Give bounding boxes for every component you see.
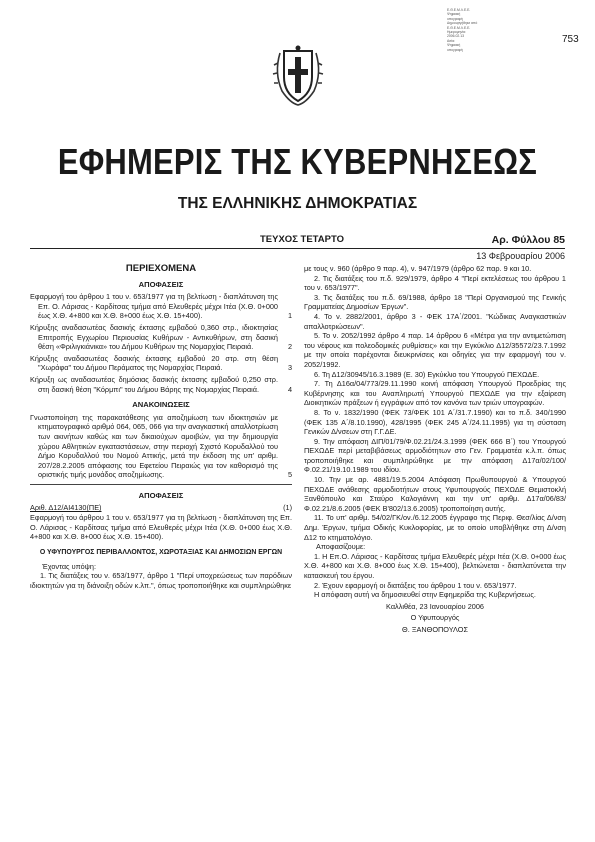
digital-signature-stamp: [447, 8, 509, 52]
toc-entry-text: Κήρυξη ως αναδασωτέας δημόσιας δασικής έκτασης εμβαδού 0,250 στρ. στη δασική θέση "Κόρμπι" του Δήμου Βάρης της Νομαρχίας Πειραιά.: [30, 374, 278, 394]
decision-paragraph: 5. Το ν. 2052/1992 άρθρο 4 παρ. 14 άρθρου 6 «Μέτρα για την αντιμετώπιση του νέφους και πολεοδομικές ρυθμίσεις» και την Εγκύκλιο Δ12/35572/23.7.1992 με την οποία παρέχονται διευκρινίσεις και οδηγίες για την εφαρμογή του ν. 2052/1992.: [304, 331, 566, 369]
sheet-number-value: 85: [553, 234, 565, 246]
page-number: 753: [562, 34, 579, 45]
stamp-line: Αιτία:: [447, 38, 456, 43]
toc-decisions-heading: ΑΠΟΦΑΣΕΙΣ: [138, 279, 184, 289]
stamp-line: Ε.Θ.Ε.Μ.Λ.Ε.Ε.: [447, 25, 471, 30]
stamp-line: Ε.Θ.Ε.Μ.Λ.Ε.Ε.: [447, 8, 471, 12]
toc-entry-page: 5: [287, 470, 292, 480]
decision-paragraph: 9. Την απόφαση ΔΙΠ/01/79/Φ.02.21/24.3.1999 (ΦΕΚ 666 Β΄) του Υπουργού ΠΕΧΩΔΕ περί μεταβιβάσεως αρμοδιότητων στο Γεν. Γραμματέα κ.λ.π. όπως τροποποιήθηκε και συμπληρώθηκε με την απόφαση Δ17α/02/100/Φ.02.21/19.10.1989 του ιδίου.: [304, 436, 566, 475]
decision-reference: Αριθ. Δ12/ΑΙ4130(ΠΕ): [30, 503, 102, 513]
decision-reference-row: [30, 503, 292, 513]
sheet-label: Αρ. Φύλλου: [491, 234, 551, 246]
decision-paragraph: 1. Τις διατάξεις του ν. 653/1977, άρθρο 1 "Περί υποχρεώσεως των παρόδιων ιδιοκτητών για τη διάνοιξη οδών κ.λπ.", όπως τροποποιήθηκε και συμπληρώθηκε: [30, 571, 292, 590]
decision-paragraph: 7. Τη Δ16α/04/773/29.11.1990 κοινή απόφαση Υπουργού Προεδρίας της Κυβέρνησης και του Αναπληρωτή Υπουργού ΠΕΧΩΔΕ για την εξαίρεση Διοικητικών πράξεων ή εγγράφων από τον κανόνα των τριών υπογραφών.: [304, 379, 566, 408]
sheet-number: [492, 234, 565, 246]
issue-row: [30, 234, 565, 248]
coat-of-arms-icon: [270, 43, 326, 107]
decision-paragraph: 2. Τις διατάξεις του π.δ. 929/1979, άρθρο 4 "Περί εκτελέσεως του άρθρου 1 του ν. 653/1977".: [304, 273, 566, 293]
toc-entry[interactable]: [30, 292, 292, 321]
toc-entry-text: Γνωστοποίηση της παρακατάθεσης για αποζημίωση των ιδιοκτησιών με κτηματογραφικό αριθμό 064, 065, 066 για την αναγκαστική απαλλοτρίωση των ακινήτων καθώς και των δικαιούχων αμοιβών, για την δημιουργία χώρου Αθλητικών εγκαταστάσεων, στην περιοχή Σχιστό Κορυδαλλού του Δήμο Κορυδαλλού του Νομού Αττικής, μετά την έκδοση της υπ' αριθμ. 207/28.2.2005 απόφασης του Εφετείου Πειραιώς για τον καθορισμό της οριστικής τιμής μονάδος αποζημίωσης.: [30, 412, 278, 480]
toc-entry-text: Κήρυξης αναδασωτέας δασικής έκτασης εμβαδού 0,360 στρ., ιδιοκτησίας Επιτροπής Εγχωρίου Περιουσίας Κυθήρων - Αντικυθήρων, στη δασική θέση «Φριλιγκιάνικα» του Δήμου Κυθήρων της Νομαρχίας Πειραιά.: [30, 322, 278, 352]
stamp-line: υπογραφή: [447, 47, 463, 52]
decision-paragraph: με τους ν. 960 (άρθρο 9 παρ. 4), ν. 947/1979 (άρθρο 62 παρ. 9 και 10.: [304, 264, 532, 273]
left-column: [30, 264, 292, 590]
toc-entry-text: Εφαρμογή του άρθρου 1 του ν. 653/1977 για τη βελτίωση - διαπλάτυνση της Επ. Ο. Λάρισας - Καρδίτσας τμήμα από Ελευθερές μέχρι Ιτέα (Χ.Θ. 0+000 έως Χ.Θ. 4+800 και Χ.Θ. 8+000 έως Χ.Θ. 15+400).: [30, 292, 278, 321]
toc-entry-page: 1: [287, 311, 292, 321]
issue-series: ΤΕΥΧΟΣ ΤΕΤΑΡΤΟ: [260, 234, 344, 245]
signer-title: Ο Υφυπουργός: [410, 613, 460, 623]
toc-entry-text: Κήρυξης αναδασωτέας δασικής έκτασης εμβαδού 20 στρ. στη θέση "Χωράφα" του Δήμου Περάματος της Νομαρχίας Πειραιά.: [30, 353, 278, 373]
decision-paragraph: 3. Τις διατάξεις του π.δ. 69/1988, άρθρο 18 "Περί Οργανισμού της Γενικής Γραμματείας Δημοσίων Έργων".: [304, 292, 566, 312]
signer-name: Θ. ΞΑΝΘΟΠΟΥΛΟΣ: [402, 624, 468, 634]
decision-paragraph: 8. Το ν. 1832/1990 (ΦΕΚ 73/ΦΕΚ 101 Α΄/31.7.1990) και το π.δ. 340/1990 (ΦΕΚ 135 Α΄/8.10.1990), 428/1995 (ΦΕΚ 245 Α΄/24.11.1995) για τη σύσταση Γενικών Δ/νσεων στη Γ.Γ.ΔΕ.: [304, 407, 566, 437]
toc-entry-page: 2: [287, 342, 292, 352]
stamp-line: υπογραφή: [447, 16, 463, 21]
decision-paragraph: 4. Το ν. 2882/2001, άρθρο 3 - ΦΕΚ 17Α΄/2001. "Κώδικας Αναγκαστικών απαλλοτριώσεων".: [304, 311, 566, 331]
decision-paragraph: 6. Τη Δ12/30945/16.3.1989 (Ε. 30) Εγκύκλιο του Υπουργού ΠΕΧΩΔΕ.: [314, 369, 540, 379]
stamp-line: Δημιουργήθηκε από: [447, 21, 478, 26]
toc-entry[interactable]: [30, 375, 292, 394]
stamp-line: Ψηφιακή: [447, 12, 461, 17]
decision-summary: Εφαρμογή του άρθρου 1 του ν. 653/1977 για τη βελτίωση - διαπλάτυνση της Επ. Ο. Λάρισας - Καρδίτσας τμήμα από Ελευθερές μέχρι Ιτέα (Χ.Θ. 0+000 έως Χ.Θ. 4+800 και Χ.Θ. 8+000 έως Χ.Θ. 15+400).: [30, 513, 292, 542]
toc-announcements-heading: ΑΝΑΚΟΙΝΩΣΕΙΣ: [132, 400, 190, 410]
toc-entry[interactable]: [30, 354, 292, 373]
decide-label: Αποφασίζουμε:: [316, 542, 366, 552]
right-column: [304, 264, 566, 637]
gazette-title: ΕΦΗΜΕΡΙΣ ΤΗΣ ΚΥΒΕΡΝΗΣΕΩΣ: [57, 140, 538, 183]
decision-paragraph: 10. Την με αρ. 4881/19.5.2004 Απόφαση Πρωθυπουργού & Υπουργού ΠΕΧΩΔΕ ανάθεσης αρμοδιοτήτων στους Υφυπουργούς ΠΕΧΩΔΕ Θεμιστοκλή Ξανθόπουλο και Σταύρο Καλογιάννη και την υπ' αριθμ. Δ17α/06/83/Φ.02.21/8.6.2005 (ΦΕΚ Β'802/13.6.2005) τροποποίηση αυτής.: [304, 475, 566, 513]
publication-order: Η απόφαση αυτή να δημοσιευθεί στην Εφημερίδα της Κυβερνήσεως.: [314, 590, 536, 600]
header-divider: [30, 248, 565, 249]
stamp-line: 2006.02.13: [447, 34, 464, 39]
decision-paragraph: 1. Η Επ.Ο. Λάρισας - Καρδίτσας τμήμα Ελευθερές μέχρι Ιτέα (Χ.Θ. 0+000 έως Χ.Θ. 4+800 και Χ.Θ. 8+000 έως Χ.Θ. 15+400), βελτιώνεται - διαπλατύνεται την κατασκευή του έργου.: [304, 551, 566, 580]
place-date: Καλλιθέα, 23 Ιανουαρίου 2006: [386, 601, 484, 611]
decision-paragraph: 2. Έχουν εφαρμογή οι διατάξεις του άρθρου 1 του ν. 653/1977.: [314, 580, 517, 590]
stamp-line: Ψηφιακή: [447, 43, 461, 48]
toc-entry-page: 3: [287, 363, 292, 373]
toc-title: ΠΕΡΙΕΧΟΜΕΝΑ: [125, 263, 197, 274]
section-divider: [30, 484, 292, 485]
issue-date: 13 Φεβρουαρίου 2006: [476, 251, 565, 261]
decision-reference-number: (1): [283, 503, 292, 513]
toc-entry[interactable]: [30, 413, 292, 480]
decision-paragraph: 11. Το υπ' αριθμ. 54/02/ΓΚ/ον./6.12.2005 έγγραφο της Περιφ. Θεσ/λίας Δ/νση Δημ. Έργων, τμήμα Οδικής Κυκλοφορίας, με το οποίο υποβλήθηκε στη Δ/νση Δ12 το κτηματολόγιο.: [304, 513, 566, 542]
toc-entry-page: 4: [287, 384, 292, 394]
ministry-heading: Ο ΥΦΥΠΟΥΡΓΟΣ ΠΕΡΙΒΑΛΛΟΝΤΟΣ, ΧΩΡΟΤΑΞΙΑΣ ΚΑΙ ΔΗΜΟΣΙΩΝ ΕΡΓΩΝ: [39, 548, 283, 556]
toc-entry[interactable]: [30, 323, 292, 352]
considering-label: Έχοντας υπόψη:: [42, 561, 96, 571]
gazette-subtitle: ΤΗΣ ΕΛΛΗΝΙΚΗΣ ΔΗΜΟΚΡΑΤΙΑΣ: [177, 195, 418, 212]
decisions-heading: ΑΠΟΦΑΣΕΙΣ: [138, 490, 184, 500]
stamp-line: Ημερομηνία:: [447, 30, 466, 35]
